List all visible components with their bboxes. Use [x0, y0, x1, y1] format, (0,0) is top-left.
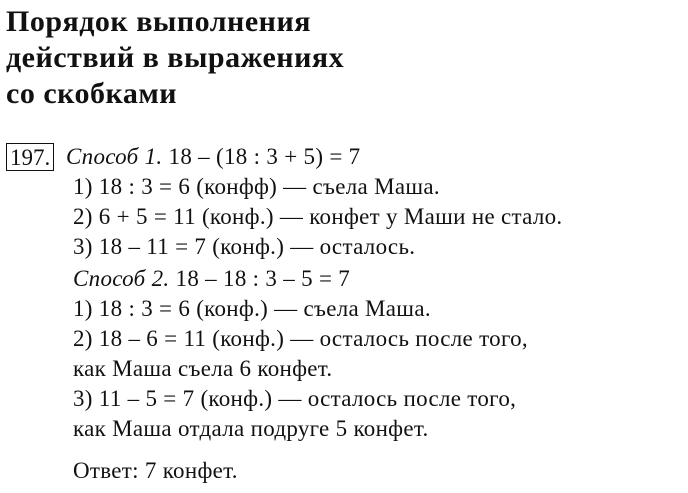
task-number-badge: 197. [6, 143, 54, 171]
method-1-step-3: 3) 18 – 11 = 7 (конф.) — осталось. [73, 234, 416, 259]
method-2-step-2-cont: как Маша съела 6 конфет. [73, 356, 333, 381]
method-2-step-3: 3) 11 – 5 = 7 (конф.) — осталось после того, [73, 386, 517, 411]
method-2-step-3-cont: как Маша отдала подруге 5 конфет. [73, 416, 429, 441]
method-1-step-2: 2) 6 + 5 = 11 (конф.) — конфет у Маши не стало. [73, 204, 563, 229]
method-2-step-2: 2) 18 – 6 = 11 (конф.) — осталось после того, [73, 326, 528, 351]
answer-line: Ответ: 7 конфет. [73, 458, 238, 483]
section-title-line-3: со скобками [6, 77, 178, 110]
method-1-header [66, 143, 360, 171]
section-title-line-1: Порядок выполнения [6, 5, 311, 38]
method-2-header [73, 265, 350, 293]
method-1-expression: 18 – (18 : 3 + 5) = 7 [168, 144, 361, 169]
section-title [6, 4, 344, 112]
method-1-step-1: 1) 18 : 3 = 6 (конфф) — съела Маша. [73, 174, 440, 199]
method-2-step-1: 1) 18 : 3 = 6 (конф.) — съела Маша. [73, 296, 431, 321]
method-2-expression: 18 – 18 : 3 – 5 = 7 [175, 266, 351, 291]
section-title-line-2: действий в выражениях [6, 41, 345, 74]
method-2-label: Способ 2. [73, 266, 170, 291]
method-1-label: Способ 1. [66, 144, 163, 169]
